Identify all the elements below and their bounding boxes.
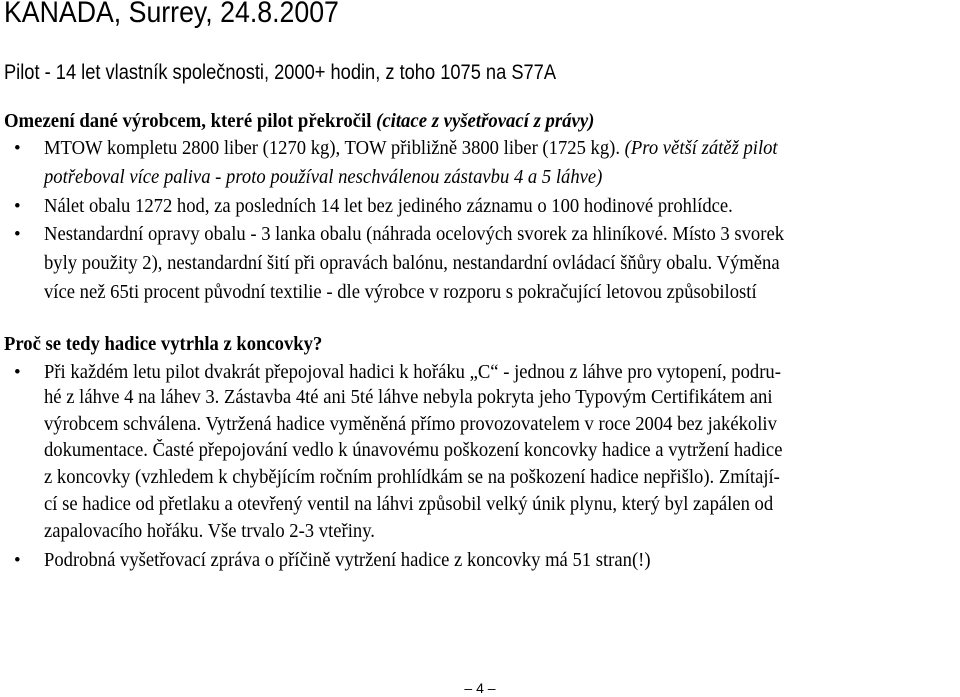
text-italic: (Pro větší zátěž pilot bbox=[624, 138, 778, 159]
list-item-line: více než 65ti procent původní textilie - dle výrobce v rozporu s pokračující letovou způsobilostí bbox=[44, 282, 757, 303]
list-item-line: dokumentace. Časté přepojování vedlo k únavovému poškození koncovky hadice a vytržení hadice bbox=[44, 440, 783, 461]
text-normal: MTOW kompletu 2800 liber (1270 kg), TOW přibližně 3800 liber (1725 kg). bbox=[44, 138, 625, 159]
list-item-line: potřeboval více paliva - proto používal neschválenou zástavbu 4 a 5 láhve) bbox=[44, 167, 603, 188]
bullet-icon: • bbox=[14, 362, 21, 383]
heading-italic-text: (citace z vyšetřovací z právy) bbox=[376, 111, 595, 132]
page-title: KANADA, Surrey, 24.8.2007 bbox=[4, 0, 339, 29]
bullet-icon: • bbox=[14, 196, 21, 217]
list-item-line: Nestandardní opravy obalu - 3 lanka obalu (náhrada ocelových svorek za hliníkové. Místo 3 svorek bbox=[44, 224, 785, 245]
page-number: – 4 – bbox=[464, 680, 496, 696]
section-heading-limits bbox=[4, 109, 594, 135]
section-heading-cause: Proč se tedy hadice vytrhla z koncovky? bbox=[4, 334, 323, 355]
list-item-line: Nálet obalu 1272 hod, za posledních 14 let bez jediného záznamu o 100 hodinové prohlídce. bbox=[44, 196, 733, 217]
list-item-line bbox=[44, 136, 778, 162]
list-item-line: byly použity 2), nestandardní šití při opravách balónu, nestandardní ovládací šňůry obalu. Výměna bbox=[44, 253, 780, 274]
list-item-line: výrobcem schválena. Vytržená hadice vyměněná přímo provozovatelem v roce 2004 bez jakékoliv bbox=[44, 414, 777, 435]
list-item-line: Podrobná vyšetřovací zpráva o příčině vytržení hadice z koncovky má 51 stran(!) bbox=[44, 550, 651, 571]
list-item-line: hé z láhve 4 na láhev 3. Zástavba 4té ani 5té láhve nebyla pokryta jeho Typovým Certifikátem ani bbox=[44, 387, 773, 408]
list-item-line: z koncovky (vzhledem k chybějícím ročním prohlídkám se na poškození hadice nepřišlo). Zmítají- bbox=[44, 467, 780, 488]
bullet-icon: • bbox=[14, 224, 21, 245]
bullet-icon: • bbox=[14, 138, 21, 159]
list-item-line: zapalovacího hořáku. Vše trvalo 2-3 vteřiny. bbox=[44, 521, 375, 542]
list-item-line: cí se hadice od přetlaku a otevřený ventil na láhvi způsobil velký únik plynu, který byl zapálen od bbox=[44, 494, 774, 515]
list-item-line: Při každém letu pilot dvakrát přepojoval hadici k hořáku „C“ - jednou z láhve pro vytopení, podru- bbox=[44, 362, 781, 383]
pilot-info: Pilot - 14 let vlastník společnosti, 2000+ hodin, z toho 1075 na S77A bbox=[4, 61, 557, 84]
bullet-icon: • bbox=[14, 550, 21, 571]
heading-bold-text: Omezení dané výrobcem, které pilot překročil bbox=[4, 111, 377, 132]
